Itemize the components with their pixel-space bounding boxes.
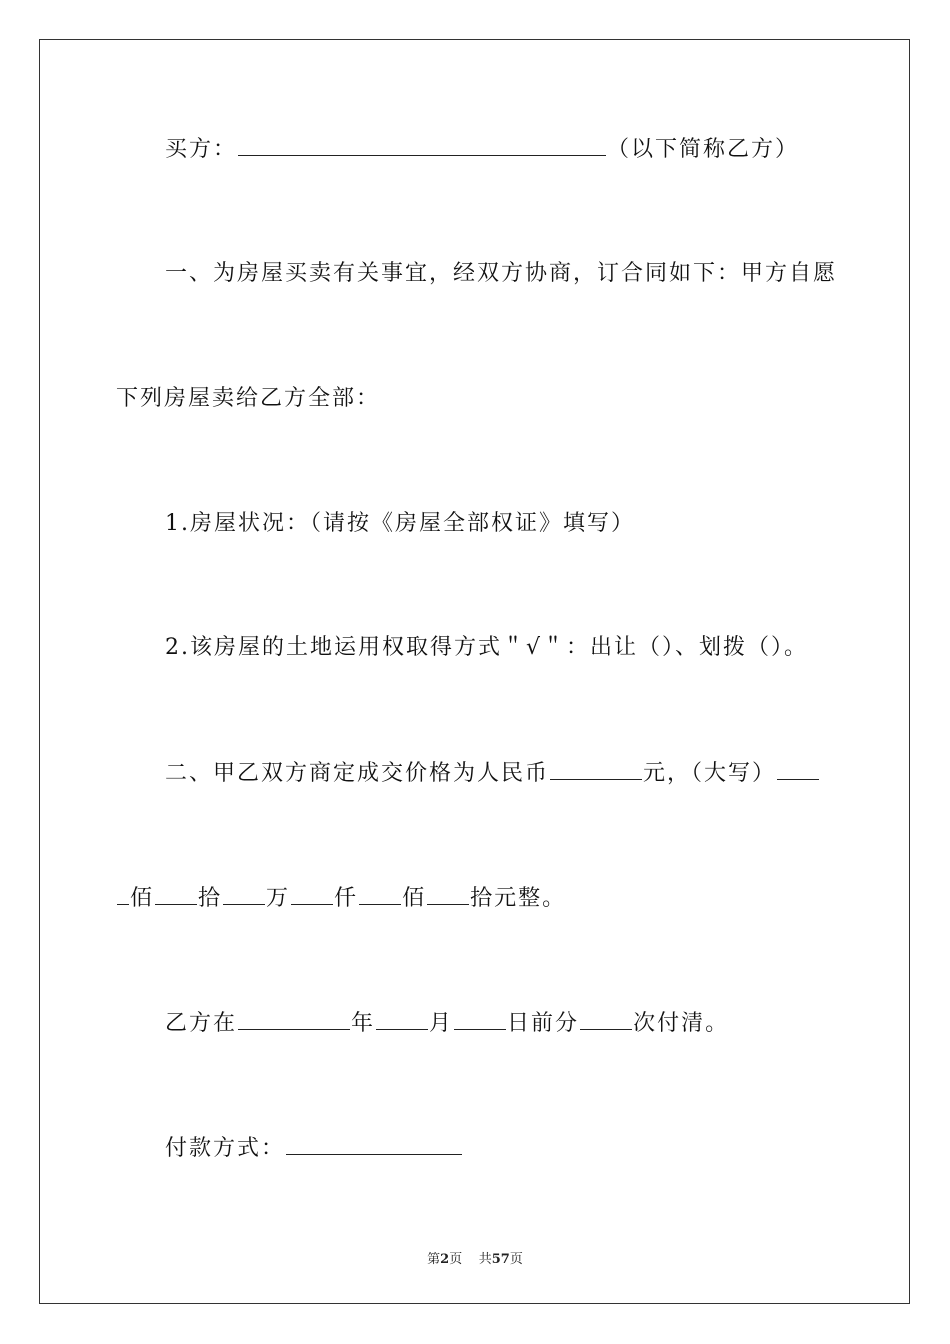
payment-schedule-line (165, 1009, 729, 1038)
price-yuan: 元，（大写） (643, 761, 777, 786)
unit-bai-1: 佰 (130, 886, 155, 911)
section-one-line2: 下列房屋卖给乙方全部： (116, 386, 381, 411)
bai-blank[interactable] (359, 884, 401, 905)
unit-wan: 万 (266, 886, 291, 911)
payment-method-blank[interactable] (286, 1134, 462, 1155)
schedule-prefix: 乙方在 (165, 1011, 238, 1036)
day-prefix-label: 日前分 (507, 1011, 580, 1036)
unit-shi-1: 拾 (198, 886, 223, 911)
times-label: 次付清。 (633, 1011, 730, 1036)
year-blank[interactable] (238, 1009, 350, 1030)
price-amount-blank[interactable] (550, 759, 642, 780)
item-2: 2.该房屋的土地运用权取得方式＂√＂：出让（）、划拨（）。 (165, 635, 809, 660)
ten-thousand-blank[interactable] (155, 884, 197, 905)
total-pages: 57 (491, 1252, 510, 1267)
total-prefix: 共 (478, 1252, 492, 1267)
unit-shi-yuan: 拾元整。 (470, 886, 567, 911)
price-prefix: 二、甲乙双方商定成交价格为人民币 (165, 761, 550, 786)
month-label: 月 (429, 1011, 454, 1036)
day-blank[interactable] (454, 1009, 506, 1030)
unit-qian: 仟 (334, 886, 359, 911)
year-label: 年 (351, 1011, 376, 1036)
page-footer (0, 1248, 950, 1267)
qian-blank[interactable] (291, 884, 333, 905)
wan-blank[interactable] (223, 884, 265, 905)
page-suffix: 页 (449, 1252, 463, 1267)
section-one-line1: 一、为房屋买卖有关事宜，经双方协商，订合同如下：甲方自愿 (165, 261, 838, 286)
page-prefix: 第 (427, 1252, 441, 1267)
page-number: 2 (440, 1252, 450, 1267)
buyer-label: 买方： (165, 137, 238, 162)
section-two-line1 (165, 759, 820, 788)
price-capital-blank-start[interactable] (777, 759, 819, 780)
page-border (39, 39, 910, 1304)
total-suffix: 页 (509, 1252, 523, 1267)
section-two-line2 (116, 884, 566, 913)
unit-bai-2: 佰 (402, 886, 427, 911)
hundred-thousand-blank[interactable] (117, 884, 129, 905)
shi-blank[interactable] (427, 884, 469, 905)
payment-method-line (165, 1134, 463, 1163)
buyer-blank[interactable] (238, 135, 606, 156)
item-1: 1.房屋状况：（请按《房屋全部权证》填写） (165, 511, 635, 536)
month-blank[interactable] (376, 1009, 428, 1030)
installments-blank[interactable] (580, 1009, 632, 1030)
payment-method-label: 付款方式： (165, 1136, 286, 1161)
buyer-line (165, 135, 799, 164)
buyer-suffix: （以下简称乙方） (607, 137, 800, 162)
